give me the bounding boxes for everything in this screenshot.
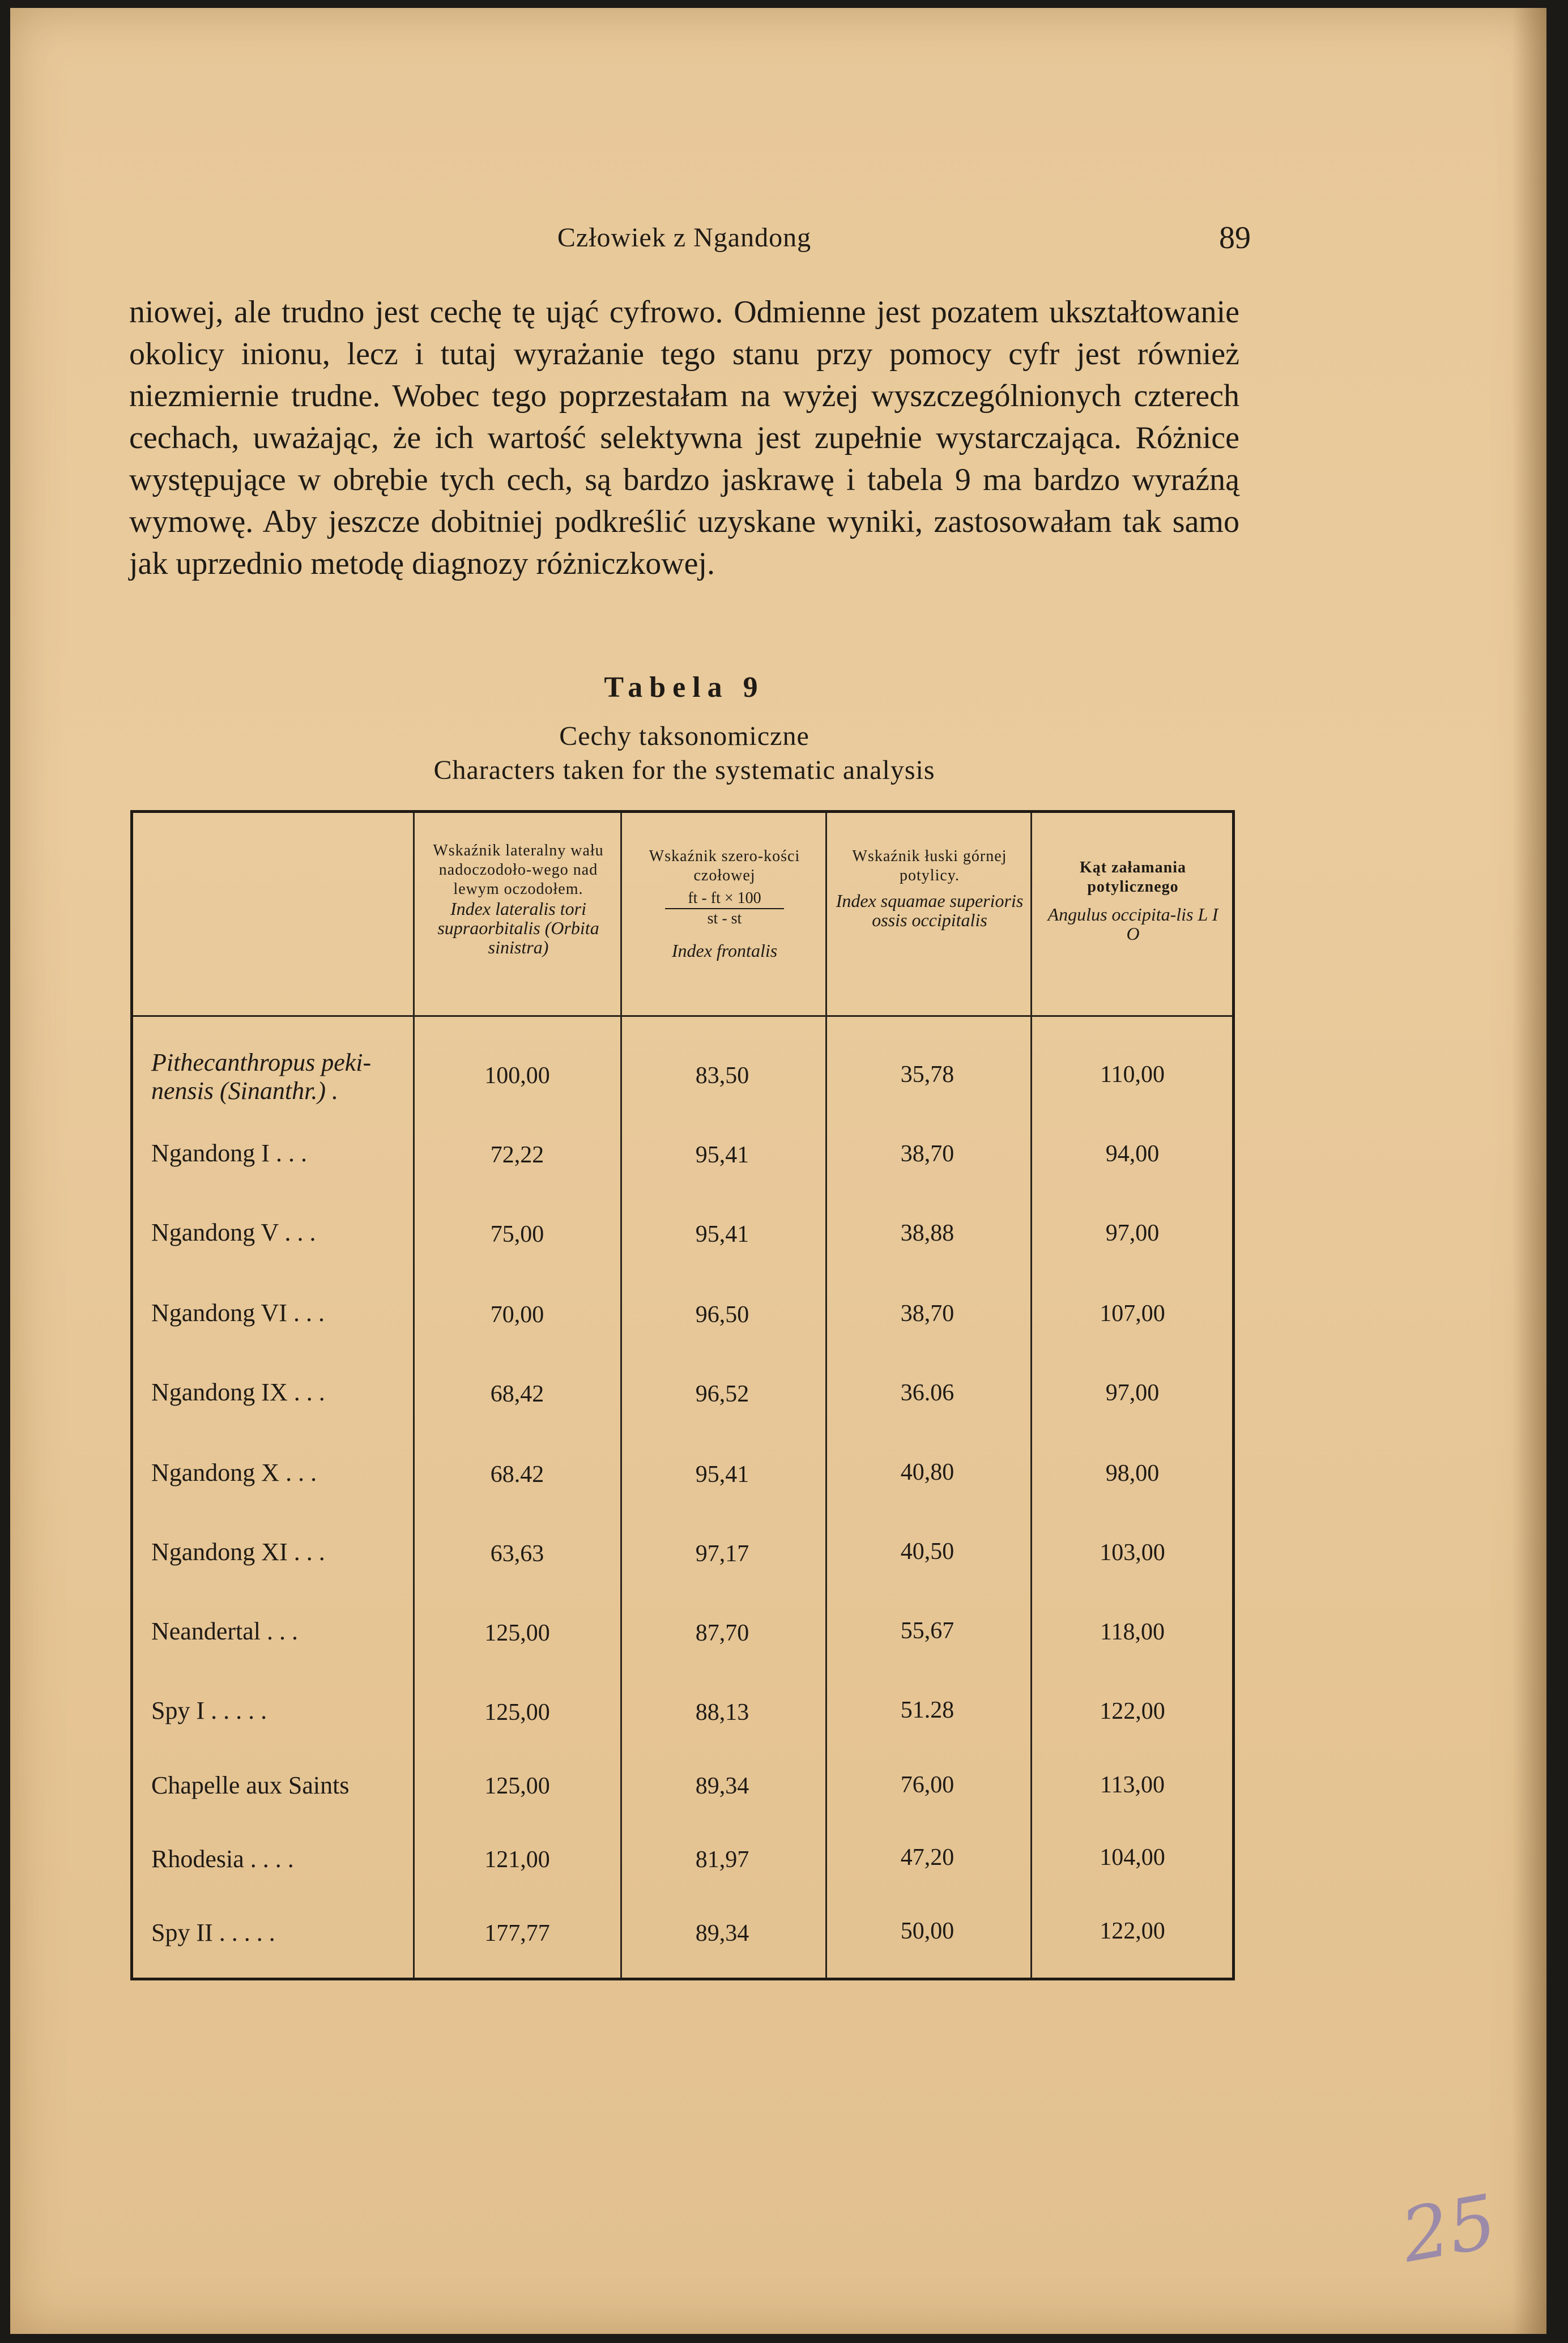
table-cell: 89,34 [695,1773,749,1799]
table-cell: 97,17 [695,1541,749,1567]
table-cell: 122,00 [1100,1918,1165,1944]
header-latin-text: Index squamae superioris ossis occipitalis [836,891,1024,930]
table-row-label: Chapelle aux Saints [151,1771,350,1799]
table-row-label: Ngandong V . . . [151,1219,316,1246]
book-page [10,8,1546,2334]
table-cell: 72,22 [490,1142,544,1168]
table-cell: 118,00 [1100,1619,1165,1645]
table-cell: 70,00 [490,1302,544,1328]
running-title: Człowiek z Ngandong [557,223,812,253]
body-paragraph: niowej, ale trudno jest cechę tę ująć cyfrowo. Odmienne jest pozatem ukształtowanie okolicy inionu, lecz i tutaj wyrażanie tego stanu przy pomocy cyfr jest również niezmiernie trudne. Wobec tego poprzestałam na wyżej wyszczególnionych czterech cechach, uważając, że ich wartość selektywna jest zupełnie wystarczająca. Różnice występujące w obrębie tych cech, są bardzo jaskrawę i tabela 9 ma bardzo wyraźną wymowę. Aby jeszcze dobitniej podkreślić uzyskane wyniki, zastosowałam tak samo jak uprzednio metodę diagnozy różniczkowej. [129,295,1239,581]
table-row-label: Ngandong X . . . [151,1459,317,1486]
table-row-label: Ngandong VI . . . [151,1299,325,1327]
header-polish-text: Wskaźnik szero-kości czołowej [649,847,800,884]
header-latin-text: Angulus occipita-lis L I O [1047,904,1218,944]
table-row-label [151,1049,417,1105]
table-row-label: Ngandong XI . . . [151,1538,325,1566]
table-cell: 125,00 [484,1699,550,1726]
header-latin-text: Index lateralis tori supraorbitalis (Orbita sinistra) [437,898,599,957]
table-cell: 50,00 [900,1918,955,1944]
table-cell: 94,00 [1105,1141,1160,1167]
table-cell: 68.42 [490,1462,544,1488]
table-cell: 97,00 [1105,1380,1160,1406]
table-row-label: Ngandong IX . . . [151,1378,325,1406]
table-cell: 97,00 [1105,1220,1160,1246]
header-cell [422,841,615,957]
table-row-label: Neandertal . . . [151,1617,298,1645]
table-cell: 76,00 [900,1772,955,1798]
table-cell: 68,42 [490,1381,544,1407]
table-cell: 38,88 [900,1220,955,1246]
table-cell: 88,13 [695,1699,749,1726]
pencil-annotation: 25 [1395,2178,1502,2280]
header-cell [1039,858,1226,943]
row-label-line: nensis (Sinanthr.) . [151,1077,338,1105]
table-cell: 113,00 [1100,1772,1165,1798]
table-cell: 83,50 [695,1063,749,1089]
table-cell: 75,00 [490,1221,544,1247]
row-label-line: Pithecanthropus peki- [151,1049,372,1076]
table-cell: 98,00 [1105,1460,1160,1486]
table-cell: 35,78 [900,1062,955,1088]
running-head [123,218,1251,263]
header-polish-text: Wskaźnik lateralny wału nadoczodoło-wego nad lewym oczodołem. [433,842,604,898]
table-column-rule [1030,813,1032,1978]
table-subtitle-polish: Cechy taksonomiczne [559,721,809,751]
table-row-label: Rhodesia . . . . [151,1845,294,1873]
table-cell: 89,34 [695,1920,749,1946]
table-cell: 95,41 [695,1462,749,1488]
header-polish-text: Kąt załamania potylicznego [1080,859,1186,896]
table-cell: 100,00 [484,1063,550,1089]
table-row-label: Spy II . . . . . [151,1919,275,1946]
table-column-rule [620,813,622,1978]
table-cell: 47,20 [900,1844,955,1871]
table-title: Tabela 9 [604,671,765,704]
page-edge-shadow [1512,8,1546,2334]
table-cell: 95,41 [695,1221,749,1247]
page-number: 89 [1219,220,1251,255]
table-cell: 121,00 [484,1847,550,1873]
table-cell: 110,00 [1100,1062,1165,1088]
table-header-rule [133,1015,1232,1017]
table-cell: 81,97 [695,1847,749,1873]
table-cell: 125,00 [484,1773,550,1799]
header-cell [629,847,820,960]
table-column-rule [825,813,827,1978]
data-table [130,810,1235,1980]
table-cell: 40,50 [900,1539,955,1565]
table-cell: 103,00 [1100,1540,1165,1566]
table-cell: 38,70 [900,1301,955,1327]
table-subtitle-english: Characters taken for the systematic analysis [433,755,935,785]
table-cell: 96,52 [695,1381,749,1407]
table-cell: 96,50 [695,1302,749,1328]
table-cell: 122,00 [1100,1698,1165,1724]
table-row-label: Spy I . . . . . [151,1697,267,1724]
table-cell: 177,77 [484,1920,550,1946]
table-cell: 107,00 [1100,1301,1165,1327]
header-cell [834,847,1025,930]
table-cell: 51.28 [900,1697,955,1723]
table-cell: 38,70 [900,1141,955,1167]
table-cell: 125,00 [484,1620,550,1646]
table-cell: 87,70 [695,1620,749,1646]
table-cell: 40,80 [900,1459,955,1485]
header-polish-text: Wskaźnik łuski górnej potylicy. [852,847,1007,884]
table-cell: 55,67 [900,1618,955,1644]
header-latin-text: Index frontalis [671,940,778,961]
table-cell: 95,41 [695,1142,749,1168]
table-cell: 104,00 [1100,1844,1165,1871]
header-formula-numerator: ft - ft × 100 [665,889,784,909]
header-formula-denominator: st - st [707,910,742,927]
table-cell: 63,63 [490,1541,544,1567]
table-row-label: Ngandong I . . . [151,1139,307,1167]
table-cell: 36.06 [900,1380,955,1406]
